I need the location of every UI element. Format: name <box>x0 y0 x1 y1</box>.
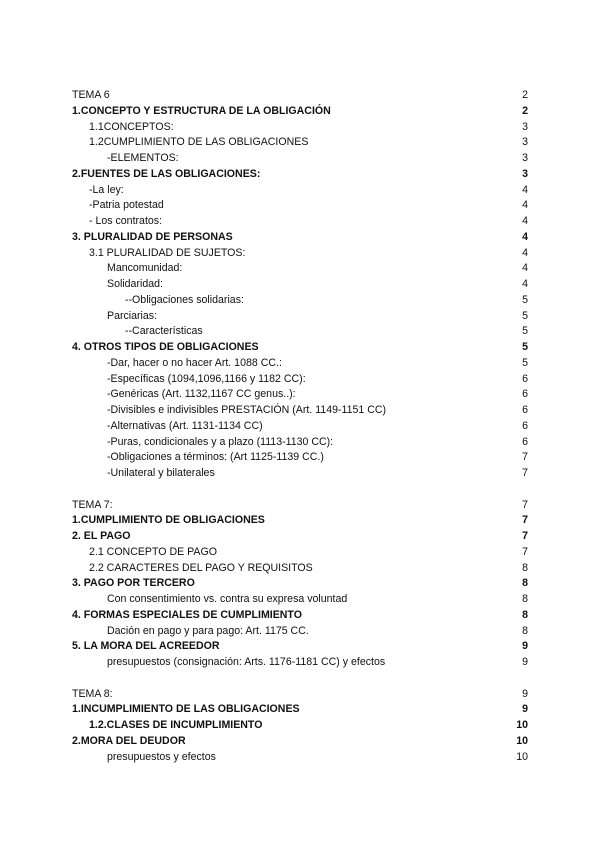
toc-entry-label: 1.2CUMPLIMIENTO DE LAS OBLIGACIONES <box>89 136 309 149</box>
toc-entry-label: TEMA 8: <box>72 687 113 700</box>
toc-entry-label: 1.1CONCEPTOS: <box>89 120 174 133</box>
toc-heading[interactable] <box>72 529 528 545</box>
toc-page-number: 7 <box>522 451 528 464</box>
toc-page-number: 4 <box>522 215 528 227</box>
toc-page-number: 9 <box>522 703 528 716</box>
toc-entry-label: 3. PAGO POR TERCERO <box>72 577 195 590</box>
toc-entry-label: -Dar, hacer o no hacer Art. 1088 CC.: <box>107 356 282 369</box>
toc-page-number: 7 <box>522 545 528 558</box>
toc-entry[interactable] <box>72 324 528 340</box>
toc-entry[interactable] <box>72 561 528 577</box>
toc-page-number: 6 <box>522 404 528 416</box>
toc-page-number: 8 <box>522 561 528 574</box>
toc-entry-label: 1.INCUMPLIMIENTO DE LAS OBLIGACIONES <box>72 703 300 716</box>
toc-entry[interactable] <box>72 419 528 435</box>
toc-page-number: 9 <box>522 640 528 653</box>
toc-page-number: 9 <box>522 687 528 700</box>
toc-page-number: 5 <box>522 325 528 338</box>
toc-entry-label: 5. LA MORA DEL ACREEDOR <box>72 640 220 653</box>
toc-page-number: 6 <box>522 419 528 432</box>
toc-heading[interactable] <box>72 639 528 655</box>
toc-entry[interactable] <box>72 624 528 640</box>
toc-entry-label: 1.CUMPLIMIENTO DE OBLIGACIONES <box>72 514 265 527</box>
table-of-contents <box>72 88 528 765</box>
section-spacer <box>72 482 528 498</box>
toc-page-number: 3 <box>522 167 528 180</box>
toc-heading[interactable] <box>72 702 528 718</box>
toc-page-number: 10 <box>516 719 528 731</box>
toc-page-number: 5 <box>522 293 528 306</box>
toc-page-number: 7 <box>522 467 528 479</box>
toc-entry[interactable] <box>72 293 528 309</box>
toc-page-number: 4 <box>522 246 528 259</box>
toc-page-number: 3 <box>522 152 528 164</box>
toc-page-number: 6 <box>522 372 528 385</box>
toc-page-number: 4 <box>522 230 528 243</box>
toc-entry-label: -Puras, condicionales y a plazo (1113-1130 CC): <box>107 435 334 448</box>
toc-page-number: 3 <box>522 120 528 133</box>
toc-page-number: 3 <box>522 136 528 149</box>
toc-entry-label: 1.CONCEPTO Y ESTRUCTURA DE LA OBLIGACIÓN <box>72 104 331 117</box>
toc-entry[interactable] <box>72 183 528 199</box>
toc-entry[interactable] <box>72 214 528 230</box>
toc-heading[interactable] <box>72 734 528 750</box>
toc-entry[interactable] <box>72 498 528 514</box>
toc-entry[interactable] <box>72 88 528 104</box>
toc-entry[interactable] <box>72 356 528 372</box>
toc-entry[interactable] <box>72 372 528 388</box>
toc-entry-label: presupuestos (consignación: Arts. 1176-1181 CC) y efectos <box>107 656 386 668</box>
toc-page-number: 10 <box>516 750 528 763</box>
toc-entry-label: Con consentimiento vs. contra su expresa voluntad <box>107 593 348 605</box>
toc-heading[interactable] <box>72 104 528 120</box>
toc-entry[interactable] <box>72 120 528 136</box>
toc-heading[interactable] <box>72 608 528 624</box>
toc-entry-label: 3. PLURALIDAD DE PERSONAS <box>72 230 233 243</box>
toc-entry[interactable] <box>72 246 528 262</box>
toc-entry-label: 2.1 CONCEPTO DE PAGO <box>89 545 217 558</box>
toc-entry-label: 3.1 PLURALIDAD DE SUJETOS: <box>89 246 246 259</box>
toc-page-number: 4 <box>522 278 528 290</box>
toc-page-number: 7 <box>522 498 528 511</box>
toc-entry[interactable] <box>72 151 528 167</box>
toc-page-number: 10 <box>516 734 528 747</box>
toc-entry[interactable] <box>72 135 528 151</box>
toc-entry-label: Dación en pago y para pago: Art. 1175 CC. <box>107 624 309 637</box>
toc-entry-label: -Patria potestad <box>89 199 164 212</box>
toc-page-number: 5 <box>522 309 528 322</box>
toc-entry-label: 4. FORMAS ESPECIALES DE CUMPLIMIENTO <box>72 608 302 621</box>
toc-entry[interactable] <box>72 750 528 766</box>
toc-entry-label: Mancomunidad: <box>107 262 183 275</box>
toc-entry-label: Solidaridad: <box>107 278 163 290</box>
toc-entry[interactable] <box>72 545 528 561</box>
toc-page-number: 9 <box>522 656 528 668</box>
toc-entry[interactable] <box>72 261 528 277</box>
toc-entry-label: -Específicas (1094,1096,1166 y 1182 CC): <box>107 372 306 385</box>
toc-entry-label: 2.FUENTES DE LAS OBLIGACIONES: <box>72 167 261 180</box>
toc-entry[interactable] <box>72 198 528 214</box>
toc-page-number: 5 <box>522 356 528 369</box>
toc-heading[interactable] <box>72 576 528 592</box>
toc-heading[interactable] <box>72 513 528 529</box>
toc-entry-label: --Características <box>125 325 203 338</box>
toc-page-number: 8 <box>522 608 528 621</box>
toc-entry-label: TEMA 7: <box>72 498 113 511</box>
toc-entry-label: --Obligaciones solidarias: <box>125 293 244 306</box>
toc-page-number: 8 <box>522 577 528 590</box>
toc-entry[interactable] <box>72 403 528 419</box>
toc-page-number: 4 <box>522 262 528 275</box>
toc-entry-label: Parciarias: <box>107 309 158 322</box>
toc-entry[interactable] <box>72 309 528 325</box>
toc-page-number: 7 <box>522 530 528 542</box>
toc-page-number: 4 <box>522 183 528 196</box>
toc-entry[interactable] <box>72 387 528 403</box>
toc-entry[interactable] <box>72 592 528 608</box>
toc-entry[interactable] <box>72 687 528 703</box>
toc-entry-label: presupuestos y efectos <box>107 750 216 763</box>
toc-entry-label: -Alternativas (Art. 1131-1134 CC) <box>107 419 263 432</box>
toc-entry-label: - Los contratos: <box>89 215 163 227</box>
toc-entry-label: 2.MORA DEL DEUDOR <box>72 734 186 747</box>
toc-page-number: 2 <box>522 104 528 117</box>
toc-entry-label: -Obligaciones a términos: (Art 1125-1139 CC.) <box>107 451 324 464</box>
toc-entry[interactable] <box>72 450 528 466</box>
toc-entry-label: 2.2 CARACTERES DEL PAGO Y REQUISITOS <box>89 561 313 574</box>
toc-page-number: 6 <box>522 388 528 401</box>
toc-heading[interactable] <box>72 167 528 183</box>
toc-page-number: 2 <box>522 89 528 101</box>
toc-entry[interactable] <box>72 435 528 451</box>
toc-page-number: 8 <box>522 624 528 637</box>
toc-page-number: 8 <box>522 593 528 605</box>
toc-heading[interactable] <box>72 230 528 246</box>
toc-page-number: 6 <box>522 435 528 448</box>
toc-entry-label: -Divisibles e indivisibles PRESTACIÓN (Art. 1149-1151 CC) <box>107 404 387 416</box>
section-spacer <box>72 671 528 687</box>
toc-entry-label: 1.2.CLASES DE INCUMPLIMIENTO <box>89 719 263 731</box>
toc-entry[interactable] <box>72 466 528 482</box>
toc-entry-label: 4. OTROS TIPOS DE OBLIGACIONES <box>72 341 259 353</box>
toc-page-number: 4 <box>522 199 528 212</box>
toc-entry-label: -ELEMENTOS: <box>107 152 179 164</box>
toc-page-number: 7 <box>522 514 528 527</box>
toc-heading[interactable] <box>72 340 528 356</box>
toc-entry-label: -Genéricas (Art. 1132,1167 CC genus..): <box>107 388 296 401</box>
toc-entry[interactable] <box>72 718 528 734</box>
toc-entry-label: TEMA 6 <box>72 89 110 101</box>
toc-entry[interactable] <box>72 277 528 293</box>
toc-entry[interactable] <box>72 655 528 671</box>
toc-entry-label: -La ley: <box>89 183 124 196</box>
toc-entry-label: 2. EL PAGO <box>72 530 131 542</box>
toc-entry-label: -Unilateral y bilaterales <box>107 467 215 479</box>
toc-page-number: 5 <box>522 341 528 353</box>
